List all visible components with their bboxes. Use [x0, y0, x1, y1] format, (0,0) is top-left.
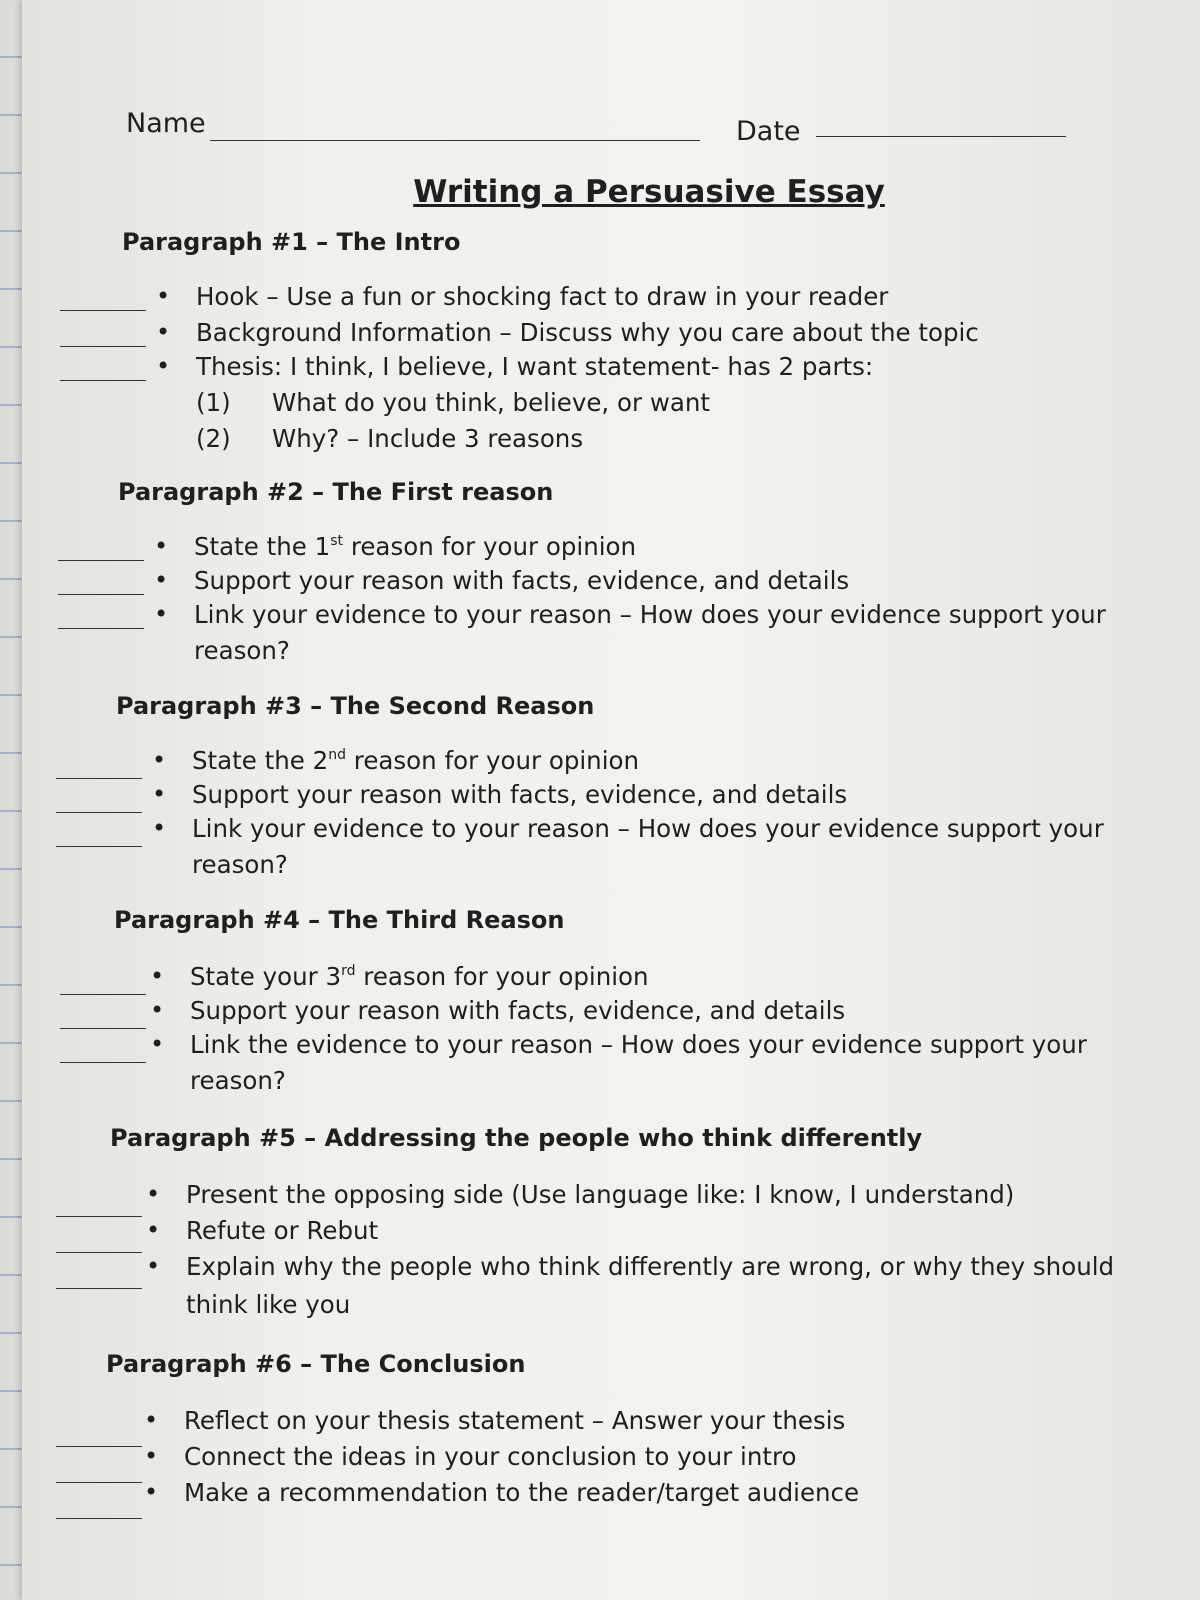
item-text: Thesis: I think, I believe, I want statement- has 2 parts:	[196, 352, 874, 381]
check-blank[interactable]	[58, 594, 144, 595]
bullet-icon: •	[146, 1180, 161, 1208]
item-text: Support your reason with facts, evidence, and details	[190, 996, 846, 1025]
item-text: State the 2nd reason for your opinion	[192, 746, 640, 775]
check-blank[interactable]	[56, 846, 142, 847]
item-text: Hook – Use a fun or shocking fact to draw in your reader	[196, 282, 889, 311]
bullet-icon: •	[146, 1252, 161, 1280]
bullet-icon: •	[156, 318, 171, 346]
item-text: Present the opposing side (Use language like: I know, I understand)	[186, 1180, 1015, 1209]
item-continuation: reason?	[192, 850, 288, 879]
paragraph-6-heading: Paragraph #6 – The Conclusion	[106, 1350, 526, 1378]
item-continuation: reason?	[190, 1066, 286, 1095]
check-blank[interactable]	[56, 778, 142, 779]
bullet-icon: •	[154, 600, 169, 628]
item-text: State the 1st reason for your opinion	[194, 532, 637, 561]
check-blank[interactable]	[60, 380, 146, 381]
check-blank[interactable]	[60, 994, 146, 995]
paragraph-3-heading: Paragraph #3 – The Second Reason	[116, 692, 595, 720]
bullet-icon: •	[152, 746, 167, 774]
bullet-icon: •	[154, 566, 169, 594]
item-text: Support your reason with facts, evidence, and details	[192, 780, 848, 809]
bullet-icon: •	[156, 352, 171, 380]
paragraph-1-heading: Paragraph #1 – The Intro	[122, 228, 461, 256]
bullet-icon: •	[156, 282, 171, 310]
check-blank[interactable]	[56, 812, 142, 813]
bullet-icon: •	[152, 814, 167, 842]
bullet-icon: •	[152, 780, 167, 808]
item-text: Make a recommendation to the reader/target audience	[184, 1478, 860, 1507]
item-text: Background Information – Discuss why you care about the topic	[196, 318, 979, 347]
check-blank[interactable]	[60, 1062, 146, 1063]
item-continuation: think like you	[186, 1290, 351, 1319]
item-text: Support your reason with facts, evidence, and details	[194, 566, 850, 595]
check-blank[interactable]	[56, 1216, 142, 1217]
worksheet-title: Writing a Persuasive Essay	[413, 174, 885, 210]
bullet-icon: •	[144, 1406, 159, 1434]
bullet-icon: •	[154, 532, 169, 560]
item-text: Explain why the people who think differently are wrong, or why they should	[186, 1252, 1115, 1281]
check-blank[interactable]	[58, 628, 144, 629]
bullet-icon: •	[144, 1478, 159, 1506]
date-label: Date	[736, 116, 801, 147]
item-text: Connect the ideas in your conclusion to your intro	[184, 1442, 797, 1471]
check-blank[interactable]	[60, 346, 146, 347]
paragraph-5-heading: Paragraph #5 – Addressing the people who think differently	[110, 1124, 923, 1152]
check-blank[interactable]	[58, 560, 144, 561]
item-text: Link the evidence to your reason – How does your evidence support your	[190, 1030, 1087, 1059]
check-blank[interactable]	[56, 1482, 142, 1483]
bullet-icon: •	[150, 996, 165, 1024]
check-blank[interactable]	[56, 1446, 142, 1447]
date-field-line[interactable]	[816, 136, 1066, 137]
bullet-icon: •	[150, 1030, 165, 1058]
item-text: Reflect on your thesis statement – Answer your thesis	[184, 1406, 846, 1435]
worksheet-page	[22, 0, 1200, 1600]
bullet-icon: •	[150, 962, 165, 990]
item-continuation: reason?	[194, 636, 290, 665]
item-text: Refute or Rebut	[186, 1216, 379, 1245]
check-blank[interactable]	[56, 1252, 142, 1253]
thesis-subitem-1: (1) What do you think, believe, or want	[196, 388, 711, 417]
check-blank[interactable]	[60, 310, 146, 311]
check-blank[interactable]	[60, 1028, 146, 1029]
check-blank[interactable]	[56, 1288, 142, 1289]
name-field-line[interactable]	[210, 140, 700, 141]
bullet-icon: •	[144, 1442, 159, 1470]
paragraph-4-heading: Paragraph #4 – The Third Reason	[114, 906, 565, 934]
item-text: Link your evidence to your reason – How does your evidence support your	[192, 814, 1104, 843]
bullet-icon: •	[146, 1216, 161, 1244]
paragraph-2-heading: Paragraph #2 – The First reason	[118, 478, 554, 506]
item-text: State your 3rd reason for your opinion	[190, 962, 649, 991]
check-blank[interactable]	[56, 1518, 142, 1519]
item-text: Link your evidence to your reason – How does your evidence support your	[194, 600, 1106, 629]
name-label: Name	[126, 108, 206, 139]
thesis-subitem-2: (2) Why? – Include 3 reasons	[196, 424, 584, 453]
